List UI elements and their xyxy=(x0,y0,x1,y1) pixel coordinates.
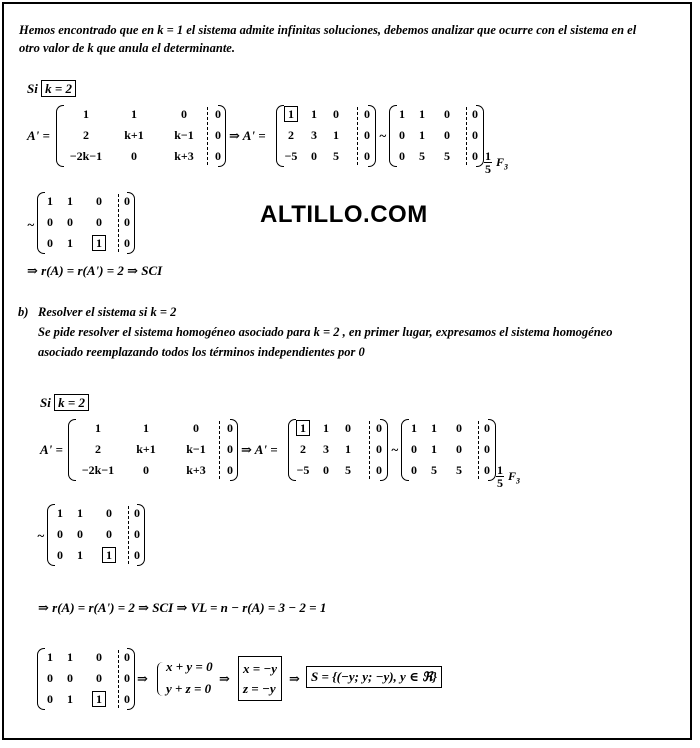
solution-set-box: S = {(−y; y; −y), y ∈ ℜ} xyxy=(306,666,442,688)
a-prime-label: A' = xyxy=(27,128,50,143)
matrix-step2-a xyxy=(389,105,484,167)
system-brace xyxy=(157,662,166,696)
matrix-cell: 2 xyxy=(300,442,306,456)
matrix-step2-b xyxy=(401,419,496,481)
matrix-substituted-b xyxy=(288,419,388,481)
matrix-cell: 0 xyxy=(143,463,149,477)
matrix-cell: 1 xyxy=(47,194,53,208)
matrix-cell: 0 xyxy=(345,421,351,435)
matrix-cell: 0 xyxy=(96,194,102,208)
similar-sign: ~ xyxy=(379,128,387,143)
matrix-cell: 5 xyxy=(345,463,351,477)
matrix-cell: 0 xyxy=(399,128,405,142)
matrix-cell: 0 xyxy=(323,463,329,477)
rank-line-b: ⇒ r(A) = r(A') = 2 ⇒ SCI ⇒ VL = n − r(A) = 3 − 2 = 1 xyxy=(38,600,327,615)
matrix-cell: 1 xyxy=(323,421,329,435)
matrix-cell: 0 xyxy=(47,692,53,706)
matrix-cell: 1 xyxy=(95,421,101,435)
matrix-cell: 0 xyxy=(77,527,83,541)
matrix-cell: 0 xyxy=(456,421,462,435)
matrix-cell: 1 xyxy=(431,421,437,435)
matrix-cell: 0 xyxy=(364,149,370,163)
matrix-cell: 1 xyxy=(399,107,405,121)
matrix-cell: −2k−1 xyxy=(81,463,115,477)
matrix-cell: 3 xyxy=(323,442,329,456)
matrix-cell: 1 xyxy=(67,650,73,664)
matrix-cell: 1 xyxy=(47,650,53,664)
matrix-cell: 0 xyxy=(215,149,221,163)
matrix-cell: 0 xyxy=(134,527,140,541)
matrix-general-b xyxy=(68,419,238,481)
matrix-cell: 0 xyxy=(364,128,370,142)
matrix-cell: 1 xyxy=(69,692,129,706)
a-prime-label: A' = xyxy=(40,442,63,457)
matrix-cell: 0 xyxy=(47,671,53,685)
matrix-cell: 0 xyxy=(311,149,317,163)
matrix-cell: 0 xyxy=(484,463,490,477)
matrix-cell: 0 xyxy=(124,215,130,229)
matrix-cell: 0 xyxy=(364,107,370,121)
matrix-cell: 5 xyxy=(456,463,462,477)
matrix-cell: 0 xyxy=(106,527,112,541)
matrix-cell: 1 xyxy=(411,421,417,435)
matrix-general-a xyxy=(56,105,226,167)
matrix-cell: 0 xyxy=(124,236,130,250)
matrix-cell: 0 xyxy=(456,442,462,456)
matrix-cell: 0 xyxy=(376,421,382,435)
implies-sign: ⇒ xyxy=(137,671,148,686)
implies-a-prime-label: ⇒ A' = xyxy=(229,128,266,143)
matrix-cell: 1 xyxy=(67,692,73,706)
similar-sign: ~ xyxy=(391,442,399,457)
matrix-cell: 1 xyxy=(345,442,351,456)
matrix-cell: 0 xyxy=(444,107,450,121)
row-op-b: $\frac{1}{5}$ $F_3$ xyxy=(497,463,521,490)
matrix-cell: 0 xyxy=(131,149,137,163)
matrix-cell: 0 xyxy=(227,421,233,435)
matrix-final xyxy=(37,648,135,710)
matrix-cell: 0 xyxy=(444,128,450,142)
matrix-cell: 1 xyxy=(261,107,321,121)
matrix-cell: 1 xyxy=(67,236,73,250)
matrix-cell: 1 xyxy=(67,194,73,208)
similar-sign: ~ xyxy=(27,217,35,232)
matrix-cell: 0 xyxy=(57,548,63,562)
matrix-cell: 0 xyxy=(47,236,53,250)
system-eq-1: x + y = 0 xyxy=(166,659,213,674)
matrix-cell: 0 xyxy=(106,506,112,520)
matrix-cell: 1 xyxy=(77,548,83,562)
matrix-cell: 0 xyxy=(181,107,187,121)
matrix-cell: 0 xyxy=(484,442,490,456)
matrix-cell: 2 xyxy=(288,128,294,142)
matrix-cell: 1 xyxy=(69,236,129,250)
matrix-cell: k−1 xyxy=(174,128,194,142)
matrix-cell: 0 xyxy=(333,107,339,121)
matrix-cell: 1 xyxy=(77,506,83,520)
matrix-cell: 1 xyxy=(419,107,425,121)
matrix-cell: 0 xyxy=(67,671,73,685)
matrix-cell: k+1 xyxy=(124,128,144,142)
matrix-cell: 1 xyxy=(431,442,437,456)
matrix-cell: 5 xyxy=(431,463,437,477)
implies-sign: ⇒ xyxy=(219,671,230,686)
matrix-cell: 1 xyxy=(131,107,137,121)
matrix-cell: 0 xyxy=(376,463,382,477)
matrix-cell: k+1 xyxy=(136,442,156,456)
si-label: Si xyxy=(27,81,38,96)
solution-x: x = −y xyxy=(243,661,278,676)
matrix-reduced-a xyxy=(37,192,135,254)
matrix-cell: 0 xyxy=(57,527,63,541)
matrix-cell: 1 xyxy=(79,548,139,562)
intro-line-2: otro valor de k que anula el determinante. xyxy=(19,41,235,55)
k-value-box: k = 2 xyxy=(41,80,76,97)
matrix-cell: −5 xyxy=(296,463,310,477)
matrix-cell: 2 xyxy=(95,442,101,456)
part-b-desc-2: asociado reemplazando todos los términos independientes por 0 xyxy=(38,345,365,359)
intro-line-1: Hemos encontrado que en k = 1 el sistema admite infinitas soluciones, debemos analizar que ocurre con el sistema en el xyxy=(19,23,637,37)
si-label: Si xyxy=(40,395,51,410)
matrix-cell: 0 xyxy=(472,107,478,121)
matrix-cell: 1 xyxy=(419,128,425,142)
matrix-cell: 0 xyxy=(227,463,233,477)
matrix-cell: 1 xyxy=(311,107,317,121)
matrix-cell: 1 xyxy=(143,421,149,435)
matrix-cell: 0 xyxy=(124,194,130,208)
matrix-cell: k+3 xyxy=(174,149,194,163)
matrix-cell: 0 xyxy=(134,506,140,520)
matrix-cell: 0 xyxy=(193,421,199,435)
matrix-cell: 1 xyxy=(333,128,339,142)
matrix-cell: 0 xyxy=(124,671,130,685)
part-b-desc-1: Se pide resolver el sistema homogéneo asociado para k = 2 , en primer lugar, expresamos el sistema homogéneo xyxy=(38,325,613,339)
matrix-substituted-a xyxy=(276,105,376,167)
matrix-cell: k+3 xyxy=(186,463,206,477)
matrix-cell: 5 xyxy=(444,149,450,163)
matrix-cell: 0 xyxy=(227,442,233,456)
matrix-cell: 0 xyxy=(376,442,382,456)
solution-box xyxy=(238,656,282,701)
matrix-cell: 0 xyxy=(399,149,405,163)
matrix-cell: 0 xyxy=(47,215,53,229)
k-value-box: k = 2 xyxy=(54,394,89,411)
row-op-a: $\frac{1}{5}$ $F_3$ xyxy=(485,149,509,176)
system-eq-2: y + z = 0 xyxy=(166,681,212,696)
matrix-cell: k−1 xyxy=(186,442,206,456)
matrix-reduced-b xyxy=(47,504,145,566)
implies-a-prime-label: ⇒ A' = xyxy=(241,442,278,457)
matrix-cell: 3 xyxy=(311,128,317,142)
matrix-cell: 0 xyxy=(215,128,221,142)
matrix-cell: −2k−1 xyxy=(69,149,103,163)
similar-sign: ~ xyxy=(37,528,45,543)
matrix-cell: 0 xyxy=(472,149,478,163)
matrix-cell: 5 xyxy=(419,149,425,163)
matrix-cell: 5 xyxy=(333,149,339,163)
matrix-cell: 0 xyxy=(134,548,140,562)
matrix-cell: 0 xyxy=(124,692,130,706)
matrix-cell: 0 xyxy=(124,650,130,664)
part-b-title: Resolver el sistema si k = 2 xyxy=(38,305,177,319)
matrix-cell: 1 xyxy=(57,506,63,520)
matrix-cell: 0 xyxy=(484,421,490,435)
implies-sign: ⇒ xyxy=(289,671,300,686)
matrix-cell: 1 xyxy=(83,107,89,121)
matrix-cell: 0 xyxy=(96,671,102,685)
matrix-cell: 0 xyxy=(411,442,417,456)
matrix-cell: 0 xyxy=(96,215,102,229)
si-k-line-b xyxy=(40,394,89,411)
matrix-cell: −5 xyxy=(284,149,298,163)
matrix-cell: 0 xyxy=(472,128,478,142)
matrix-cell: 0 xyxy=(67,215,73,229)
matrix-cell: 0 xyxy=(96,650,102,664)
solution-z: z = −y xyxy=(243,681,276,696)
rank-line-a: ⇒ r(A) = r(A') = 2 ⇒ SCI xyxy=(27,263,163,278)
si-k-line-a xyxy=(27,80,76,97)
part-b-label: b) xyxy=(18,305,29,319)
matrix-cell: 1 xyxy=(273,421,333,435)
matrix-cell: 2 xyxy=(83,128,89,142)
watermark-text: ALTILLO.COM xyxy=(260,201,428,228)
matrix-cell: 0 xyxy=(215,107,221,121)
matrix-cell: 0 xyxy=(411,463,417,477)
